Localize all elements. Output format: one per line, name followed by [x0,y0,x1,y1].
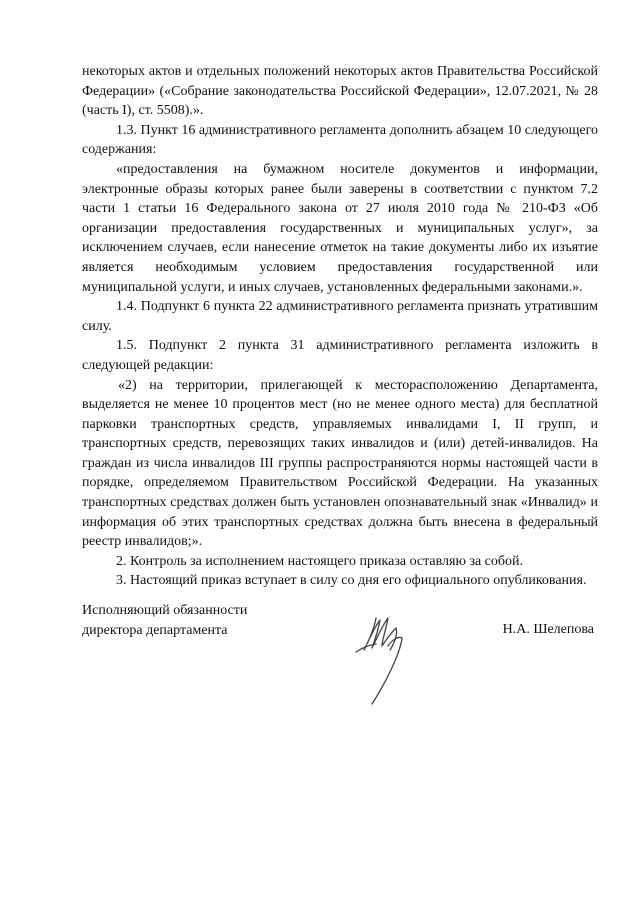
handwritten-signature [352,598,412,713]
signatory-position-line1: Исполняющий обязанности [82,603,248,618]
paragraph-1-4: 1.4. Подпункт 6 пункта 22 административного регламента признать утратившим силу. [82,299,598,334]
paragraph-1-3: 1.3. Пункт 16 административного регламента дополнить абзацем 10 следующего содержания: [82,122,598,158]
paragraph-continuation: некоторых актов и отдельных положений некоторых актов Правительства Российской Федерации» («Собрание законодательства Российской Федерации», 12.07.2021, № 28 (часть I), ст. 5508).». [82,64,598,119]
signatory-position-line2: директора департамента [82,622,228,638]
paragraph-quote-31: «2) на территории, прилегающей к месторасположению Департамента, выделяется не менее 10 процентов мест (но не менее одного места) для бесплатной парковки транспортных средств, управляемых инвалидами I, II групп, и транспортных средств, перевозящих таких инвалидов и (или) детей-инвалидов. На граждан из числа инвалидов III группы распространяются нормы настоящей части в порядке, определяемом Правительством Российской Федерации. На указанных транспортных средствах должен быть установлен опознавательный знак «Инвалид» и информация об этих транспортных средствах должна быть внесена в федеральный реестр инвалидов;». [82,377,598,550]
paragraph-2: 2. Контроль за исполнением настоящего приказа оставляю за собой. [116,553,524,569]
signatory-position [82,601,247,640]
paragraph-1-5: 1.5. Подпункт 2 пункта 31 административного регламента изложить в следующей редакции: [82,338,598,373]
document-body [82,62,598,591]
signatory-name: Н.А. Шелепова [502,622,594,637]
paragraph-3: 3. Настоящий приказ вступает в силу со дня его официального опубликования. [116,573,587,589]
paragraph-quote-16: «предоставления на бумажном носителе документов и информации, электронные образы которых ранее были заверены в соответствии с пунктом 7.2 части 1 статьи 16 Федерального закона от 27 июля 2010 года № 210-ФЗ «Об организации предоставления государственных и муниципальных услуг», за исключением случаев, если нанесение отметок на такие документы либо их изъятие является необходимым условием предоставления государственной или муниципальной услуги, и иных случаев, установленных федеральными законами.». [82,161,598,295]
